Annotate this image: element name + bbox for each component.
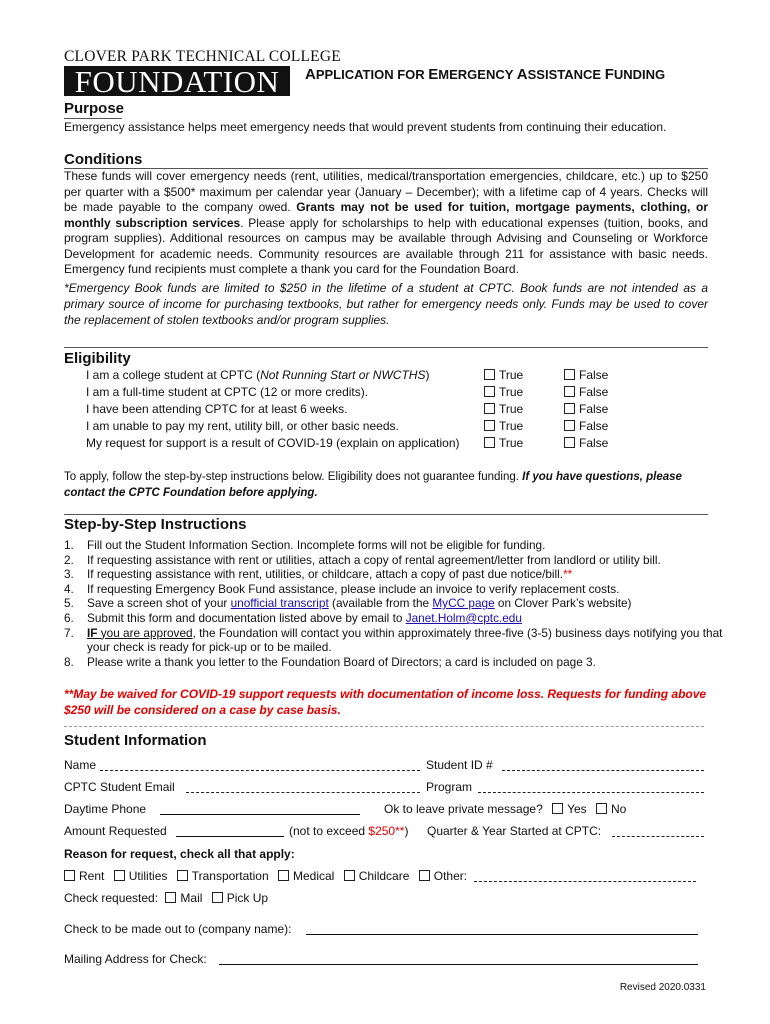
pickup-checkbox[interactable]: Pick Up [212,891,268,905]
checkbox-icon [212,892,223,903]
student-info-heading: Student Information [64,732,207,749]
steps-divider [64,514,708,515]
company-name-label: Check to be made out to (company name): [64,922,292,936]
checkbox-icon [564,420,575,431]
revision-date: Revised 2020.0331 [619,982,706,993]
amount-label: Amount Requested [64,824,167,838]
checkbox-icon [564,369,575,380]
eligibility-statement: I am unable to pay my rent, utility bill, or other basic needs. [86,419,399,433]
false-checkbox[interactable]: False [564,367,608,383]
true-checkbox[interactable]: True [484,367,523,383]
step-item: 4. If requesting Emergency Book Fund assistance, please include an invoice to verify replacement costs. [64,581,620,596]
book-funds-footnote: *Emergency Book funds are limited to $250 in the lifetime of a student at CPTC. Book funds are not intended as a primary source of income for purchasing textbooks, but rather for emergency needs only. Funds may be used to cover the replacement of stolen textbooks and/or program supplies. [64,281,708,327]
logo-college-name: CLOVER PARK TECHNICAL COLLEGE [64,48,341,65]
section-divider [64,726,704,727]
company-name-field[interactable] [306,934,698,935]
checkbox-icon [564,437,575,448]
purpose-text: Emergency assistance helps meet emergency needs that would prevent students from continuing their education. [64,120,667,134]
email-link[interactable]: Janet.Holm@cptc.edu [405,610,522,625]
private-message-question: Ok to leave private message? Yes No [384,802,627,816]
step-item: 7. IF you are approved, the Foundation will contact you within approximately three-five (3-5) business days notifying you that your check is ready for pick-up or to be mailed. [64,625,723,655]
eligibility-note: To apply, follow the step-by-step instructions below. Eligibility does not guarantee funding. If you have questions, please contact the CPTC Foundation before applying. [64,471,682,499]
email-field[interactable] [186,792,420,793]
checkbox-icon [484,369,495,380]
checkbox-icon [165,892,176,903]
student-id-label: Student ID # [426,758,493,772]
true-checkbox[interactable]: True [484,418,523,434]
false-checkbox[interactable]: False [564,384,608,400]
check-requested-row: Check requested: Mail Pick Up [64,891,269,905]
no-checkbox[interactable]: No [596,802,626,816]
other-checkbox[interactable]: Other: [419,869,467,883]
eligibility-statement: My request for support is a result of COVID-19 (explain on application) [86,436,460,450]
name-label: Name [64,758,97,772]
false-checkbox[interactable]: False [564,435,608,451]
unofficial-transcript-link[interactable]: unofficial transcript [230,596,329,611]
foundation-logo [64,48,341,99]
eligibility-heading: Eligibility [64,350,131,367]
amount-limit-note: (not to exceed $250**) [289,824,409,838]
checkbox-icon [484,403,495,414]
step-item: 3. If requesting assistance with rent, utilities, or childcare, attach a copy of past due notice/bill.** [64,567,573,582]
eligibility-divider-top [64,347,708,348]
false-checkbox[interactable]: False [564,401,608,417]
steps-list [64,538,724,669]
checkbox-icon [419,870,430,881]
reason-heading: Reason for request, check all that apply: [64,847,295,861]
yes-checkbox[interactable]: Yes [552,802,587,816]
eligibility-statement: I have been attending CPTC for at least 6 weeks. [86,402,348,416]
true-checkbox[interactable]: True [484,384,523,400]
name-field[interactable] [100,770,420,771]
steps-heading: Step-by-Step Instructions [64,516,247,533]
eligibility-statement: I am a college student at CPTC (Not Running Start or NWCTHS) [86,368,430,382]
quarter-year-field[interactable] [612,836,704,837]
transportation-checkbox[interactable]: Transportation [177,869,269,883]
covid-waiver-note: **May be waived for COVID-19 support requests with documentation of income loss. Requests for funding above $250 will be considered on a case by case basis. [64,687,707,717]
utilities-checkbox[interactable]: Utilities [114,869,168,883]
checkbox-icon [596,803,607,814]
true-checkbox[interactable]: True [484,401,523,417]
purpose-underline [64,118,122,119]
eligibility-row-full-time [86,384,626,400]
false-checkbox[interactable]: False [564,418,608,434]
step-item: 5. Save a screen shot of your unofficial transcript (available from the MyCC page on Clover Park’s website) [64,596,632,611]
logo-foundation-wordmark: FOUNDATION [64,66,290,96]
mycc-page-link[interactable]: MyCC page [432,596,495,611]
step-item: 8. Please write a thank you letter to the Foundation Board of Directors; a card is included on page 3. [64,654,596,669]
eligibility-statement: I am a full-time student at CPTC (12 or more credits). [86,385,369,399]
student-id-field[interactable] [502,770,704,771]
checkbox-icon [484,420,495,431]
phone-label: Daytime Phone [64,802,147,816]
mailing-address-label: Mailing Address for Check: [64,952,207,966]
checkbox-icon [552,803,563,814]
checkbox-icon [484,386,495,397]
checkbox-icon [278,870,289,881]
purpose-heading: Purpose [64,100,125,117]
true-checkbox[interactable]: True [484,435,523,451]
checkbox-icon [64,870,75,881]
program-field[interactable] [478,792,704,793]
childcare-checkbox[interactable]: Childcare [344,869,410,883]
other-reason-field[interactable] [474,881,696,882]
conditions-text: These funds will cover emergency needs (rent, utilities, medical/transportation emergencies, childcare, etc.) up to $250 per quarter with a $500* maximum per calendar year (January – December); with a lifetime cap of 4 years. Checks will be made payable to the company owed. Grants may not be used for tuition, mortgage payments, clothing, or monthly subscription services. Please apply for scholarships to help with educational expenses (tuition, books, and program supplies). Additional resources on campus may be available through Advising and Counseling or Workforce Development for academic needs. Community resources are available through 211 for assistance with basic needs. Emergency fund recipients must complete a thank you card for the Foundation Board. [64,169,709,276]
checkbox-icon [344,870,355,881]
checkbox-icon [177,870,188,881]
step-item: 2. If requesting assistance with rent or utilities, attach a copy of rental agreement/letter from landlord or utility bill. [64,552,661,567]
checkbox-icon [484,437,495,448]
checkbox-icon [564,386,575,397]
medical-checkbox[interactable]: Medical [278,869,334,883]
application-title: APPLICATION FOR EMERGENCY ASSISTANCE FUNDING [305,66,666,83]
phone-field[interactable] [160,814,360,815]
eligibility-row-covid [86,435,626,451]
program-label: Program [426,780,473,794]
checkbox-icon [564,403,575,414]
step-item: 1. Fill out the Student Information Section. Incomplete forms will not be eligible for funding. [64,538,546,552]
amount-field[interactable] [176,836,284,837]
eligibility-row-six-weeks [86,401,626,417]
mailing-address-field[interactable] [219,964,698,965]
mail-checkbox[interactable]: Mail [165,891,202,905]
eligibility-row-college-student [86,367,626,383]
email-label: CPTC Student Email [64,780,175,794]
reason-options [64,869,467,883]
checkbox-icon [114,870,125,881]
rent-checkbox[interactable]: Rent [64,869,104,883]
step-item: 6. Submit this form and documentation listed above by email to Janet.Holm@cptc.edu [64,610,522,625]
conditions-heading: Conditions [64,151,143,168]
eligibility-row-basic-needs [86,418,626,434]
quarter-year-label: Quarter & Year Started at CPTC: [427,824,602,838]
